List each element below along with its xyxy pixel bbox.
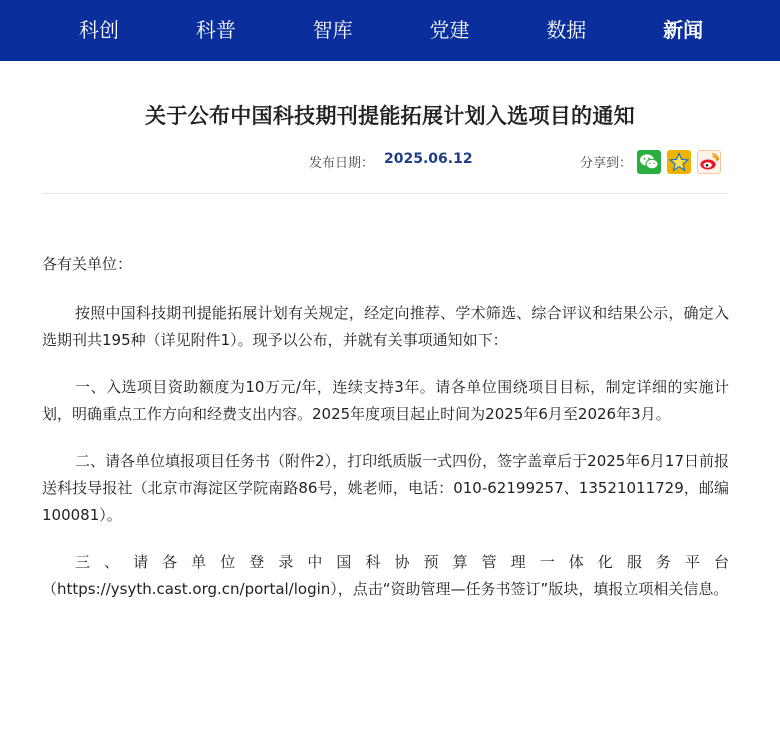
meta-divider bbox=[42, 193, 728, 194]
top-nav bbox=[0, 0, 780, 61]
share-label: 分享到： bbox=[580, 156, 633, 171]
nav-item-dangjian[interactable]: 党建 bbox=[429, 18, 470, 42]
weibo-icon[interactable] bbox=[697, 150, 721, 174]
nav-item-xinwen[interactable]: 新闻 bbox=[663, 18, 704, 42]
nav-item-shuju[interactable]: 数据 bbox=[546, 18, 587, 42]
article-body bbox=[42, 251, 729, 623]
paragraph-item-3: 三、请各单位登录中国科协预算管理一体化服务平台（https://ysyth.cast.org.cn/portal/login），点击“资助管理—任务书签订”版块，填报立项相关信息。 bbox=[42, 553, 729, 598]
paragraph-item-2: 二、请各单位填报项目任务书（附件2），打印纸质版一式四份，签字盖章后于2025年6月17日前报送科技导报社（北京市海淀区学院南路86号，姚老师，电话：010-62199257、13521011729，邮编100081）。 bbox=[42, 452, 729, 524]
nav-item-kechuang[interactable]: 科创 bbox=[79, 18, 119, 42]
qzone-icon[interactable] bbox=[667, 150, 691, 174]
wechat-icon[interactable] bbox=[637, 150, 661, 174]
article-meta bbox=[0, 150, 780, 174]
article-title: 关于公布中国科技期刊提能拓展计划入选项目的通知 bbox=[145, 104, 635, 128]
paragraph-item-1: 一、入选项目资助额度为10万元/年，连续支持3年。请各单位围绕项目目标，制定详细的实施计划，明确重点工作方向和经费支出内容。2025年度项目起止时间为2025年6月至2026年3月。 bbox=[42, 378, 729, 423]
publish-date: 2025.06.12 bbox=[384, 151, 473, 167]
nav-item-kepu[interactable]: 科普 bbox=[195, 18, 236, 42]
publish-date-label: 发布日期： bbox=[309, 156, 375, 171]
nav-item-zhiku[interactable]: 智库 bbox=[312, 18, 353, 42]
greeting: 各有关单位： bbox=[42, 255, 133, 273]
paragraph-intro: 按照中国科技期刊提能拓展计划有关规定，经定向推荐、学术筛选、综合评议和结果公示，确定入选期刊共195种（详见附件1）。现予以公布，并就有关事项通知如下： bbox=[42, 304, 729, 349]
